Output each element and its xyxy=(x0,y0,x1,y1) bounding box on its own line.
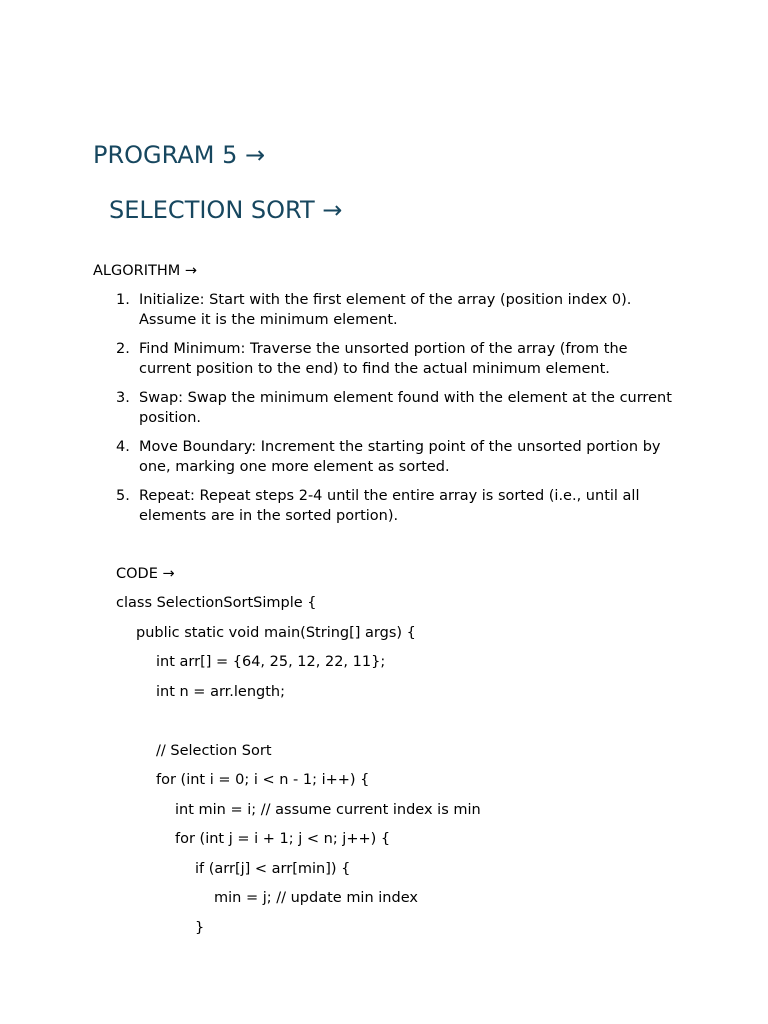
step-text: Swap: Swap the minimum element found with the element at the current position. xyxy=(139,390,672,426)
step-number: 2. xyxy=(116,341,130,357)
code-line: if (arr[j] < arr[min]) { xyxy=(195,860,351,877)
code-line: } xyxy=(195,919,205,936)
page-title: PROGRAM 5 → xyxy=(93,141,266,169)
code-line: // Selection Sort xyxy=(156,742,272,759)
algorithm-steps xyxy=(0,290,768,535)
step-number: 3. xyxy=(116,390,130,406)
code-line: for (int i = 0; i < n - 1; i++) { xyxy=(156,772,370,788)
algorithm-step xyxy=(0,290,684,330)
algorithm-step xyxy=(0,339,684,379)
step-text: Move Boundary: Increment the starting point of the unsorted portion by one, marking one more element as sorted. xyxy=(139,439,661,475)
step-number: 1. xyxy=(116,292,130,308)
code-line: for (int j = i + 1; j < n; j++) { xyxy=(175,831,391,847)
algorithm-step xyxy=(0,388,684,428)
step-text: Repeat: Repeat steps 2-4 until the entire array is sorted (i.e., until all elements are in the sorted portion). xyxy=(139,488,640,524)
code-line: int arr[] = {64, 25, 12, 22, 11}; xyxy=(156,654,386,670)
code-line: public static void main(String[] args) { xyxy=(136,624,416,641)
step-text: Find Minimum: Traverse the unsorted portion of the array (from the current position to the end) to find the actual minimum element. xyxy=(139,341,628,377)
step-number: 5. xyxy=(116,488,130,504)
code-line: class SelectionSortSimple { xyxy=(116,595,317,611)
code-line: int min = i; // assume current index is min xyxy=(175,801,481,818)
step-number: 4. xyxy=(116,439,130,455)
algorithm-step xyxy=(0,486,684,526)
code-heading: CODE → xyxy=(116,566,175,582)
page-subtitle: SELECTION SORT → xyxy=(109,196,343,224)
algorithm-heading: ALGORITHM → xyxy=(93,263,198,279)
code-block xyxy=(0,593,768,947)
algorithm-step xyxy=(0,437,684,477)
code-line xyxy=(0,711,768,731)
step-text: Initialize: Start with the first element of the array (position index 0). Assume it is the minimum element. xyxy=(139,292,632,328)
code-line: min = j; // update min index xyxy=(214,890,418,906)
code-line: int n = arr.length; xyxy=(156,683,286,700)
